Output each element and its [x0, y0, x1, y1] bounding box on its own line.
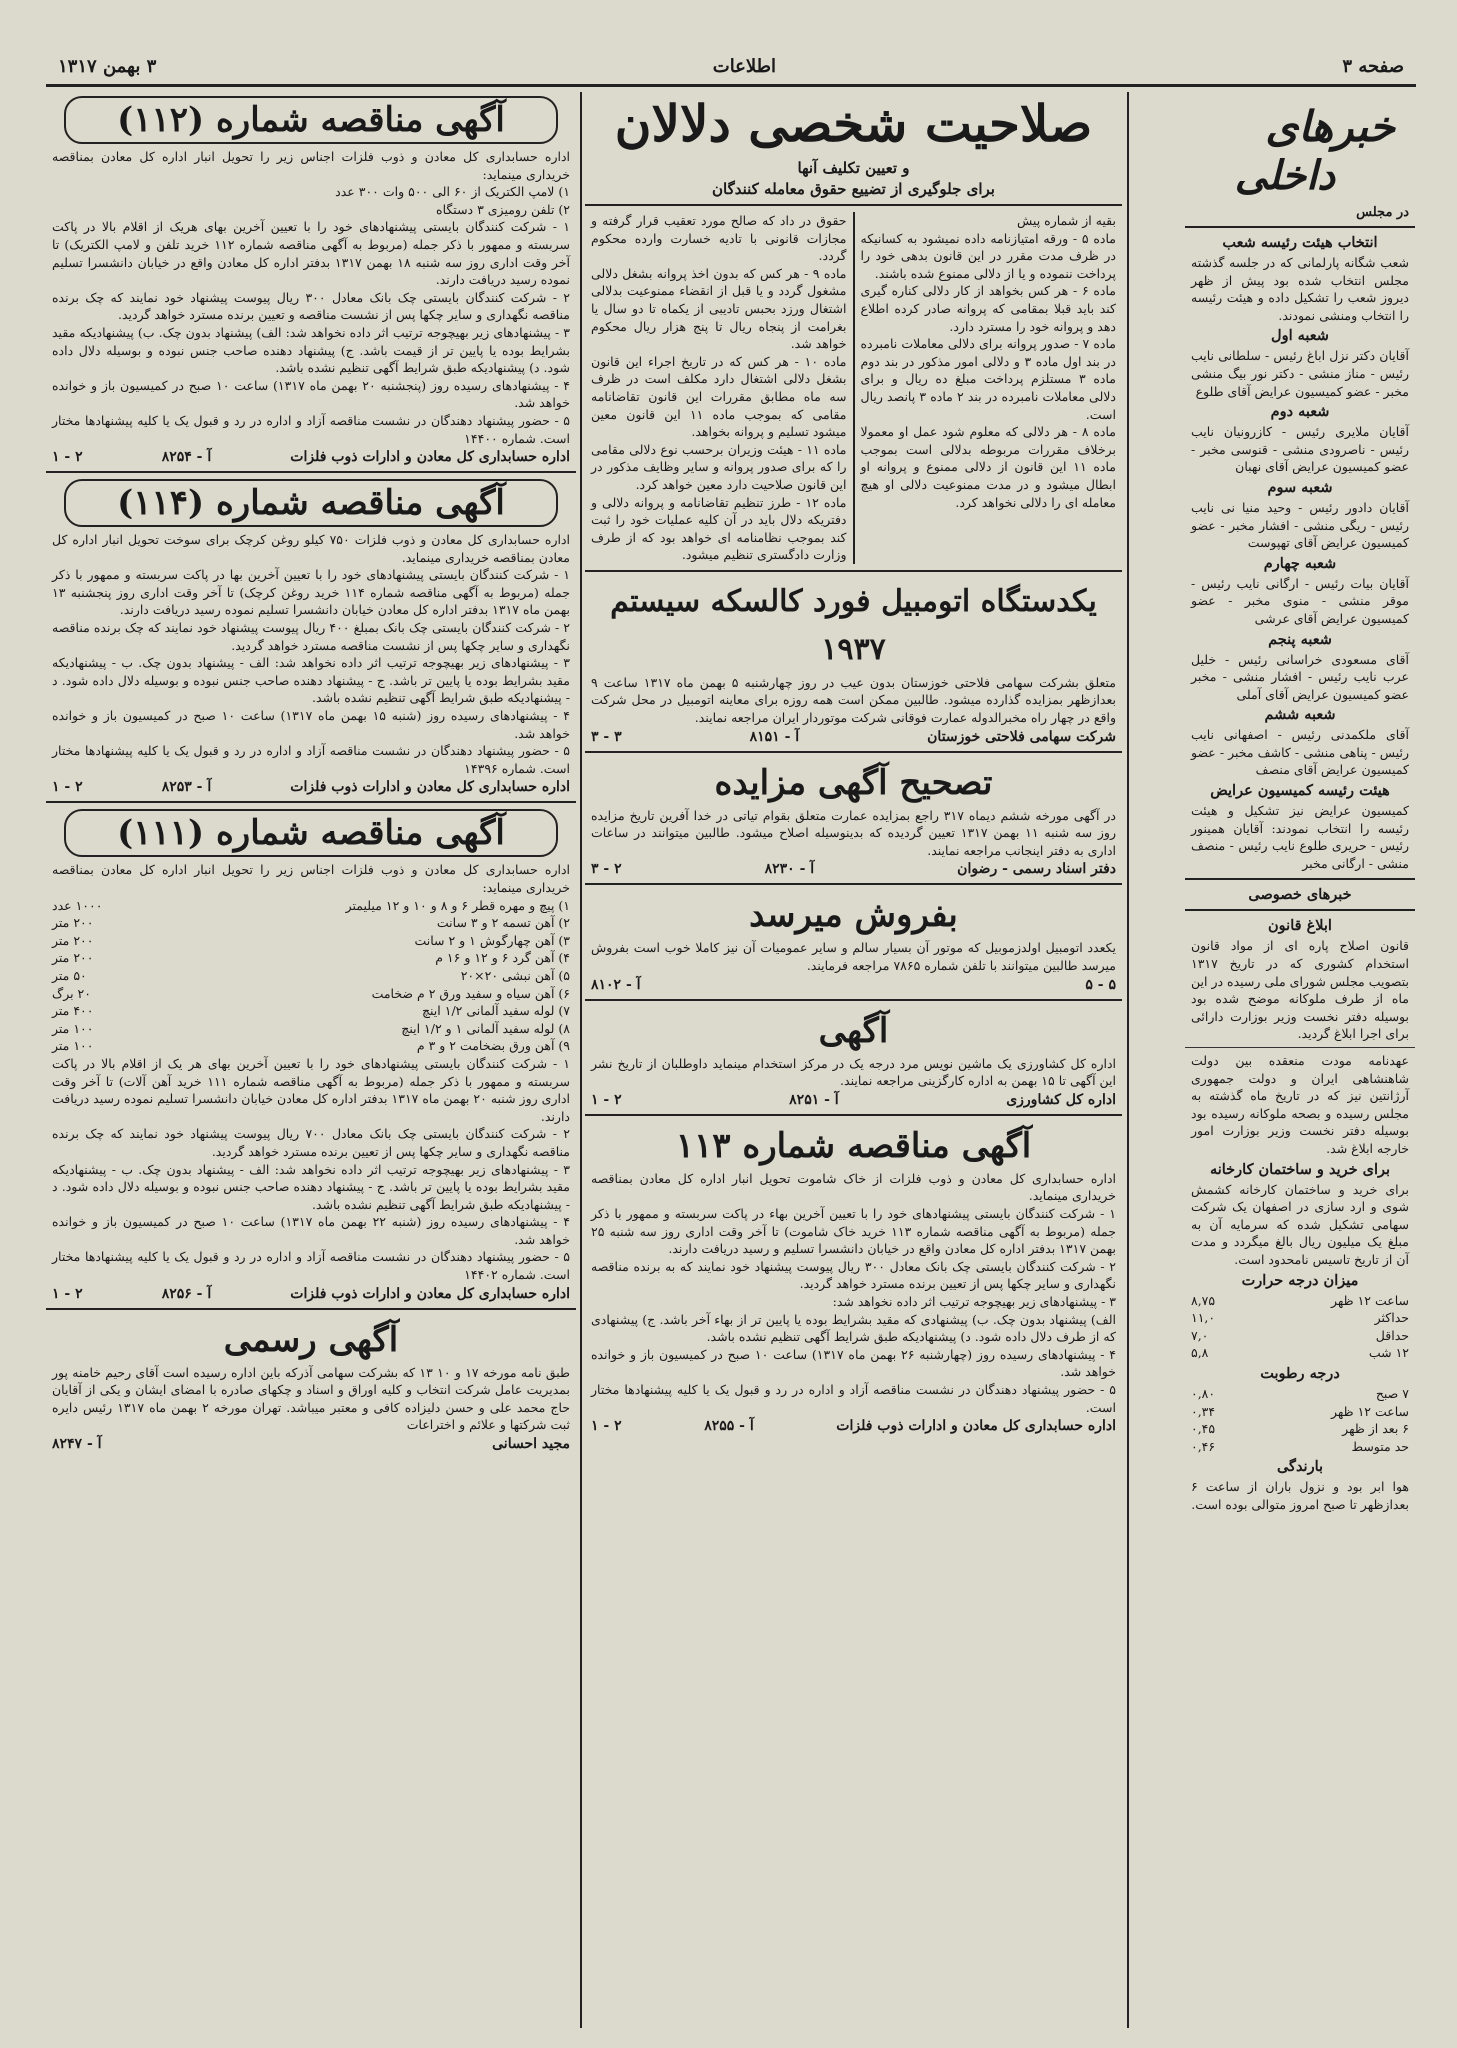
- ad-signature: اداره کل کشاورزی آ - ۸۲۵۱ ۲ - ۱: [591, 1091, 1116, 1108]
- paragraph: ۴ - پیشنهادهای رسیده روز (چهارشنبه ۲۶ بهمن ماه ۱۳۱۷) ساعت ۱۰ صبح در کمیسیون باز و خوانده خواهد شد.: [591, 1346, 1116, 1380]
- branch-heading: شعبه ششم: [1264, 706, 1336, 724]
- paragraph: حقوق در داد که صالح مورد تعقیب قرار گرفته و مجازات قانونی با تادیه خسارت وارده محکوم گردد.: [591, 213, 847, 264]
- table-row: حداقل ۷,۰: [1191, 1327, 1409, 1343]
- paragraph: برای خرید و ساختمان کارخانه کشمش شوی و ارد سازی در اصفهان یک شرکت سهامی تشکیل شده که سرمایه آن به مبلغ یک میلیون ریال بالغ میگردد و مدت آن از تاریخ تاسیس نامحدود است.: [1191, 1181, 1409, 1267]
- paragraph: بقیه از شماره پیش: [1017, 213, 1116, 228]
- section-heading: برای خرید و ساختمان کارخانه: [1209, 1160, 1391, 1178]
- paragraph: ۵ - حضور پیشنهاد دهندگان در نشست مناقصه آزاد و اداره در رد و قبول یک یا کلیه پیشنهادها مختار است. شماره ۱۴۳۹۶: [52, 743, 570, 776]
- paragraph: آقایان دکتر نزل اباغ رئیس - سلطانی نایب رئیس - مناز منشی - دکتر نور بیگ منشی مخبر - عضو کمیسیون عرایض آقای طلوع: [1191, 348, 1409, 399]
- paragraph: آقایان ملایری رئیس - کازرونیان نایب رئیس - ناصرودی منشی - قنوسی مخبر - عضو کمیسیون عرایض آقای نهبان: [1191, 424, 1409, 475]
- article-col-left: [585, 212, 853, 564]
- paragraph: ماده ۷ - صدور پروانه برای دلالی معاملات نامبرده در بند اول ماده ۳ و دلالی امور مذکور در بند دوم ماده ۳ مستلزم پرداخت مبلغ ده ریال و برای دلالی معاملات نامبرده در بند ۲ ماده ۳ پانصد ریال است.: [860, 336, 1116, 422]
- table-row: ۸) لوله سفید آلمانی ۱ و ۱/۲ اینچ ۱۰۰ متر: [52, 1020, 570, 1036]
- article-col-right: [855, 212, 1123, 564]
- page-number: صفحه ۳: [1342, 56, 1404, 77]
- section-heading: ابلاغ قانون: [1268, 917, 1332, 935]
- column-rule: [580, 92, 582, 2028]
- ad-signature: اداره حسابداری کل معادن و ادارات ذوب فلزات آ - ۸۲۵۳ ۲ - ۱: [52, 779, 570, 796]
- correction-ad-title: تصحیح آگهی مزایده: [714, 762, 993, 803]
- table-row: ۵) آهن نبشی ۲۰×۲۰ ۵۰ متر: [52, 967, 570, 983]
- paragraph: ۵ - حضور پیشنهاد دهندگان در نشست مناقصه آزاد و اداره در رد و قبول یک یا کلیه پیشنهادها مختار است. شماره ۱۴۴۰۰: [52, 412, 570, 446]
- paragraph: آقای مسعودی خراسانی رئیس - خلیل عرب نایب رئیس - افشار منشی - مخبر عضو کمیسیون عرایض آقای آملی: [1191, 651, 1409, 702]
- paragraph: ماده ۵ - ورقه امتیازنامه داده نمیشود به کسانیکه در ظرف مدت مقرر در این قانون بدهی خود را پرداخت ننموده و یا از دلالی ممنوع شده باشند.: [860, 230, 1117, 281]
- paragraph: ۱ - شرکت کنندگان بایستی پیشنهادهای خود را با تعیین آخرین بها در پاکت سربسته و ممهور با ذکر جمله (مربوط به آگهی مناقصه شماره ۱۱۴ خرید روغن کرچک) تا آخر وقت اداری روز پنجشنبه ۱۳ بهمن ماه ۱۳۱۷ بدفتر اداره کل معادن خیابان دانشسرا تسلیم نموده رسید دریافت دارند.: [52, 567, 570, 618]
- table-row: ۶ بعد از ظهر ۰,۴۵: [1191, 1421, 1409, 1437]
- issue-date: ۳ بهمن ۱۳۱۷: [58, 56, 157, 77]
- ad-signature: مجید احسانی آ - ۸۲۴۷: [52, 1436, 570, 1453]
- tender-111-body: [46, 1055, 576, 1284]
- ford-ad-body: متعلق بشرکت سهامی فلاحتی خوزستان بدون عیب در روز چهارشنبه ۵ بهمن ماه ۱۳۱۷ ساعت ۹ بعدازظهر بمزایده گذارده میشود. طالبین ممکن است همه روزه برای معاینه اتومبیل در محل شرکت واقع در چهار راه مخبرالدوله عمارت فوقانی شرکت موتوردار ایران مراجعه نمایند.: [591, 674, 1116, 726]
- paragraph: ۳ - پیشنهادهای زیر بهیچوجه ترتیب اثر داده نخواهد شد: الف - پیشنهاد بدون چک. ب - پیشنهادیکه مقید بشرایط بوده یا پایین تر باشد. ج - پیشنهاد دهنده صاحب جنس نبوده و بوسیله دلال داده شود. د - پیشنهادیکه طبق شرایط آگهی تنظیم نشده باشد.: [52, 655, 570, 706]
- for-sale-ad-body: یکعدد اتومبیل اولدزموبیل که موتور آن بسیار سالم و سایر عمومیات آن نیز کاملا خوب است بفروش میرسد طالبین میتوانند با تلفن شماره ۷۸۶۵ مراجعه فرمایند.: [591, 940, 1116, 974]
- section-heading: هیئت رئیسه کمیسیون عرایض: [1210, 782, 1390, 800]
- section-heading: بارندگی: [1276, 1458, 1324, 1476]
- tender-114-title: آگهی مناقصه شماره (۱۱۴): [64, 479, 558, 527]
- domestic-news-column: [1185, 92, 1415, 2028]
- branch-heading: شعبه اول: [1271, 327, 1329, 345]
- paragraph: الف) پیشنهاد بدون چک. ب) پیشنهادی که مقید بشرایط بوده یا پایین تر از بهاء آخر باشد. ج) پیشنهادی که از طرف دلال داده شود. د) پیشنهادیکه طبق شرایط آگهی تنظیم نشده باشد.: [591, 1311, 1116, 1345]
- paragraph: ۲ - شرکت کنندگان بایستی چک بانک بمبلغ ۴۰۰ ریال پیوست پیشنهاد خود نمایند که چک برنده مناقصه نگهداری و سایر چکها پس از نشست مناقصه مسترد خواهد گردید.: [52, 620, 570, 653]
- paragraph: عهدنامه مودت منعقده بین دولت شاهنشاهی ایران و دولت جمهوری آرژانتین نیز که در تاریخ ماه گذشته به مجلس رسیده و بصحه ملوکانه رسیده بود بوسیله دفتر نخست وزیر بوزارت امور خارجه ابلاغ شد.: [1191, 1053, 1409, 1156]
- paragraph: ۵ - حضور پیشنهاد دهندگان در نشست مناقصه آزاد و اداره در رد و قبول یک یا کلیه پیشنهادها مختار است.: [591, 1381, 1116, 1415]
- paragraph: ۱ - شرکت کنندگان بایستی پیشنهادهای خود را با تعیین آخرین بهای هریک از اقلام بالا در پاکت سربسته و ممهور با ذکر جمله (مربوط به آگهی مناقصه شماره ۱۱۲ خرید تلفن و لامپ الکتریک) تا آخر وقت اداری روز سه شنبه ۱۸ بهمن ۱۳۱۷ بدفتر اداره کل معادن واقع در خیابان دانشسرا تسلیم نموده رسید دریافت دارند.: [52, 219, 571, 288]
- paragraph: ۲ - شرکت کنندگان بایستی چک بانک معادل ۷۰۰ ریال پیوست پیشنهاد خود نمایند که چک برنده مناقصه نگهداری و سایر چکها پس از تعیین برنده مسترد خواهد گردید.: [52, 1126, 570, 1159]
- notice-ad-body: اداره کل کشاورزی یک ماشین نویس مرد درجه یک در مرکز استخدام مینماید داوطلبان از تاریخ نشر این آگهی تا ۱۵ بهمن به اداره کارگزینی مراجعه نمایند.: [591, 1055, 1116, 1089]
- table-row: ۱۲ شب ۵,۸: [1191, 1345, 1409, 1361]
- paragraph: ۱) لامپ الکتریک از ۶۰ الی ۵۰۰ وات ۳۰۰ عدد: [335, 184, 570, 200]
- paragraph: ۵ - حضور پیشنهاد دهندگان در نشست مناقصه آزاد و اداره در رد و قبول یک یا کلیه پیشنهادها مختار است. شماره ۱۴۴۰۲: [52, 1249, 570, 1283]
- middle-column: [585, 92, 1122, 2028]
- ad-signature: دفتر اسناد رسمی - رضوان آ - ۸۲۳۰ ۲ - ۳: [591, 861, 1116, 878]
- paragraph: ۴ - پیشنهادهای رسیده روز (شنبه ۲۲ بهمن ماه ۱۳۱۷) ساعت ۱۰ صبح در کمیسیون باز و خوانده خواهد شد.: [52, 1214, 570, 1247]
- paragraph: ماده ۱۲ - طرز تنظیم تقاضانامه و پروانه دلالی و دفتریکه دلال باید در آن کلیه عملیات خود را ثبت کند بموجب نظامنامه ای خواهد بود که از طرف وزارت دادگستری تنظیم میشود.: [591, 494, 847, 563]
- branch-list: [1185, 327, 1415, 779]
- table-row: ۷) لوله سفید آلمانی ۱/۲ اینچ ۴۰۰ متر: [52, 1003, 570, 1019]
- humidity-table: [1185, 1385, 1415, 1455]
- tender-111-items: [46, 897, 576, 1055]
- official-notice-title: آگهی رسمی: [223, 1319, 399, 1360]
- paragraph: آقایان بیات رئیس - ارگانی نایب رئیس - موقر منشی - منوی مخبر - عضو کمیسیون عرایض آقای عرشی: [1191, 575, 1409, 626]
- correction-ad-body: در آگهی مورخه ششم دیماه ۳۱۷ راجع بمزایده عمارت متعلق بقوام تیاتی در خدا آفرین تاریخ مزایده روز سه شنبه ۱۱ بهمن ۱۳۱۷ تعیین گردیده که بدینوسیله اصلاح میشود. طالبین میتوانند در ساعات اداری به دفتر اینجانب مراجعه نمایند.: [591, 807, 1116, 858]
- article-body: [585, 212, 1122, 564]
- notice-ad-title: آگهی: [818, 1010, 889, 1051]
- column-rule: [1127, 92, 1129, 2028]
- majles-label: در مجلس: [1356, 205, 1409, 220]
- paragraph: ماده ۹ - هر کس که بدون اخذ پروانه بشغل دلالی مشغول گردد و یا قبل از انقضاء ممنوعیت بدلالی اشتغال ورزد بحبس تادیبی از یکماه تا دو سال یا بغرامت از پنجاه ریال تا پنج هزار ریال محکوم خواهد شد.: [591, 265, 847, 352]
- paragraph: هوا ابر بود و نزول باران از ساعت ۶ بعدازظهر تا صبح امروز متوالی بوده است.: [1191, 1479, 1409, 1512]
- article-headline: صلاحیت شخصی دلالان: [614, 94, 1093, 153]
- official-notice-body: طبق نامه مورخه ۱۷ و ۱۰ ۱۳ که بشرکت سهامی آذرکه باین اداره رسیده است آقای رحیم خامنه پور بمدیریت عامل شرکت انتخاب و کلیه اوراق و اسناد و چکهای صادره با امضای ایشان و یکی از آقایان حاج محمد علی و حسن دلیزاده کافی و معتبر میباشد. تهران مورخه ۲ بهمن ماه ۱۳۱۷ رئیس دایره ثبت شرکتها و علائم و اختراعات: [52, 1364, 570, 1433]
- ad-signature: اداره حسابداری کل معادن و ادارات ذوب فلزات آ - ۸۲۵۵ ۲ - ۱: [591, 1418, 1116, 1435]
- temperature-table: [1185, 1292, 1415, 1362]
- tender-114-body: [46, 531, 576, 777]
- paragraph: ۴ - پیشنهادهای رسیده روز (شنبه ۱۵ بهمن ماه ۱۳۱۷) ساعت ۱۰ صبح در کمیسیون باز و خوانده خواهد شد.: [52, 708, 570, 741]
- table-row: ۲) آهن تسمه ۲ و ۳ سانت ۲۰۰ متر: [52, 915, 570, 931]
- paragraph: ۱ - شرکت کنندگان بایستی پیشنهادهای خود را با تعیین آخرین بهاء در پاکت سربسته و ممهور با ذکر جمله (مربوط به آگهی مناقصه شماره ۱۱۳ خرید خاک شاموت) تا آخر وقت اداری روز سه شنبه ۲۵ بهمن ۱۳۱۷ بدفتر اداره کل معادن واقع در خیابان دانشسرا تسلیم و رسید دریافت دارند.: [591, 1206, 1116, 1257]
- table-row: ۱) پیچ و مهره قطر ۶ و ۸ و ۱۰ و ۱۲ میلیمتر ۱۰۰۰ عدد: [52, 897, 570, 913]
- table-row: ۷ صبح ۰,۸۰: [1191, 1385, 1409, 1401]
- table-row: حد متوسط ۰,۴۶: [1191, 1438, 1409, 1454]
- table-row: ۴) آهن گرد ۶ و ۱۲ و ۱۶ م ۲۰۰ متر: [52, 950, 570, 966]
- section-heading: میزان درجه حرارت: [1241, 1271, 1359, 1289]
- table-row: ۹) آهن ورق بضخامت ۲ و ۳ م ۱۰۰ متر: [52, 1038, 570, 1054]
- table-row: ۳) آهن چهارگوش ۱ و ۲ سانت ۲۰۰ متر: [52, 932, 570, 948]
- newspaper-name: اطلاعات: [712, 56, 776, 77]
- section-heading: خبرهای خصوصی: [1248, 886, 1352, 904]
- paragraph: ۲) تلفن رومیزی ۳ دستگاه: [436, 201, 570, 217]
- table-row: حداکثر ۱۱,۰: [1191, 1310, 1409, 1326]
- paragraph: قانون اصلاح پاره ای از مواد قانون استخدام کشوری که در تاریخ ۱۳۱۷ بتصویب مجلس شورای ملی رسیده در این ماه از طرف ملوکانه موضح شده بود بوسیله دفتر نخست وزیر بوزارت دارائی برای اجرا ابلاغ گردید.: [1191, 938, 1409, 1042]
- paragraph: ۱ - شرکت کنندگان بایستی پیشنهادهای خود را با تعیین آخرین بهای هر یک از اقلام بالا در پاکت سربسته و ممهور با ذکر جمله (مربوط به آگهی مناقصه شماره ۱۱۱ خرید آهن آلات) تا آخر وقت اداری روز شنبه ۲۰ بهمن ماه ۱۳۱۷ بدفتر اداره کل معادن خیابان دانشسرا تسلیم نموده رسید دریافت دارند.: [52, 1055, 570, 1124]
- paragraph: ماده ۱۰ - هر کس که در تاریخ اجراء این قانون بشغل دلالی اشتغال دارد مکلف است در ظرف سه ماه مطابق مقررات این قانون تقاضانامه مقامی که بموجب ماده ۱۱ این قانون معین میشود تسلیم و پروانه بخواهد.: [591, 353, 847, 440]
- paragraph: اداره حسابداری کل معادن و ذوب فلزات اجناس زیر را تحویل انبار اداره کل معادن بمناقصه خریداری مینماید:: [52, 862, 570, 895]
- paragraph: ماده ۸ - هر دلالی که معلوم شود عمل او معمولا برخلاف مقررات مربوطه بدلالی است بموجب ماده ۱۱ این قانون از دلالی ممنوع و پروانه او ابطال میشود و در مدت ممنوعیت دلالی او هیچ معامله ای را دلالی نخواهد کرد.: [860, 424, 1117, 510]
- paragraph: اداره حسابداری کل معادن و ذوب فلزات اجناس زیر را تحویل انبار اداره کل معادن بمناقصه خریداری مینماید:: [52, 149, 570, 182]
- section-heading: انتخاب هیئت رئیسه شعب: [1222, 234, 1378, 251]
- paragraph: شعب شگانه پارلمانی که در جلسه گذشته مجلس انتخاب شده بود پیش از ظهر دیروز شعب را تشکیل داده و هیئت رئیسه را انتخاب ومنشی نمودند.: [1191, 255, 1409, 323]
- tender-113-title: آگهی مناقصه شماره ۱۱۳: [675, 1125, 1032, 1166]
- table-row: ساعت ۱۲ ظهر ۸,۷۵: [1191, 1292, 1409, 1308]
- tender-112-title: آگهی مناقصه شماره (۱۱۲): [64, 96, 558, 144]
- paragraph: ۴ - پیشنهادهای رسیده روز (پنجشنبه ۲۰ بهمن ماه ۱۳۱۷) ساعت ۱۰ صبح در کمیسیون باز و خوانده خواهد شد.: [52, 377, 571, 411]
- table-row: ساعت ۱۲ ظهر ۰,۳۴: [1191, 1403, 1409, 1419]
- ad-signature: شرکت سهامی فلاحتی خوزستان آ - ۸۱۵۱ ۳ - ۳: [591, 728, 1116, 745]
- table-row: ۶) آهن سیاه و سفید ورق ۲ م ضخامت ۲۰ برگ: [52, 985, 570, 1001]
- paragraph: ۳ - پیشنهادهای زیر بهیچوجه ترتیب اثر داده نخواهد شد: الف - پیشنهاد بدون چک. ب - پیشنهادیکه مقید بشرایط بوده یا پایین تر باشد. ج - پیشنهاد دهنده صاحب جنس نبوده و بوسیله دلال داده شود. د - پیشنهادیکه طبق شرایط آگهی تنظیم نشده باشد.: [52, 1161, 570, 1212]
- ad-signature: ۵ - ۵ آ - ۸۱۰۲: [591, 976, 1116, 993]
- tenders-column: [46, 92, 576, 2028]
- paragraph: ۳ - پیشنهادهای زیر بهیچوجه ترتیب اثر داده نخواهد شد:: [832, 1293, 1116, 1309]
- page-header: [46, 50, 1416, 87]
- branch-heading: شعبه سوم: [1267, 478, 1333, 496]
- section-heading: درجه رطوبت: [1260, 1364, 1340, 1382]
- paragraph: ماده ۱۱ - هیئت وزیران برحسب نوع دلالی مقامی را که برای صدور پروانه و سایر وظایف مذکور در این قانون صلاحیت دارد معین خواهد کرد.: [591, 441, 847, 492]
- paragraph: اداره حسابداری کل معادن و ذوب فلزات ۷۵۰ کیلو روغن کرچک برای سوخت تحویل انبار اداره کل معادن بمناقصه خریداری مینماید.: [52, 532, 570, 565]
- paragraph: ۲ - شرکت کنندگان بایستی چک بانک معادل ۳۰۰ ریال پیوست پیشنهاد خود نمایند که چک برنده مناقصه نگهداری و سایر چکها پس از نشست مناقصه و تعیین برنده مسترد خواهد گردید.: [52, 289, 570, 323]
- paragraph: اداره حسابداری کل معادن و ذوب فلزات از خاک شاموت تحویل انبار اداره کل معادن بمناقصه خریداری مینماید.: [591, 1170, 1116, 1204]
- ad-signature: اداره حسابداری کل معادن و ادارات ذوب فلزات آ - ۸۲۵۶ ۲ - ۱: [52, 1285, 570, 1302]
- paragraph: ماده ۶ - هر کس بخواهد از کار دلالی کناره گیری کند باید قبلا بمقامی که پروانه صادر کرده اطلاع دهد و پروانه خود را مسترد دارد.: [860, 283, 1116, 334]
- paragraph: کمیسیون عرایض نیز تشکیل و هیئت رئیسه را انتخاب نمودند: آقایان همینور رئیس - حریری طلوع نایب رئیس - منصف منشی - ارگانی مخبر: [1191, 803, 1409, 871]
- paragraph: ۳ - پیشنهادهای زیر بهیچوجه ترتیب اثر داده نخواهد شد: الف) پیشنهاد بدون چک. ب) پیشنهادیکه مقید بشرایط بوده یا پایین تر از قیمت باشد. ج) پیشنهاد دهنده صاحب جنس نبوده و بوسیله دلال داده شود. د) پیشنهادیکه طبق شرایط آگهی تنظیم نشده باشد.: [52, 324, 570, 376]
- article-subheading: و تعیین تکلیف آنها: [797, 159, 910, 177]
- for-sale-ad-title: بفروش میرسد: [749, 895, 958, 936]
- paragraph: ۲ - شرکت کنندگان بایستی چک بانک معادل ۳۰۰ ریال پیوست پیشنهاد خود نمایند که به برنده مناقصه نگهداری و سایر چکها پس از تعیین برنده مسترد خواهد گردید.: [591, 1258, 1116, 1292]
- branch-heading: شعبه چهارم: [1263, 554, 1337, 572]
- tender-113-body: [585, 1170, 1122, 1416]
- domestic-news-banner: خبرهای داخلی: [1234, 102, 1395, 199]
- article-subheading: برای جلوگیری از تضییع حقوق معامله کنندگان: [712, 180, 995, 198]
- ford-ad-title: یکدستگاه اتومبیل فورد کالسکه سیستم ۱۹۳۷: [610, 583, 1097, 667]
- ad-signature: اداره حسابداری کل معادن و ادارات ذوب فلزات آ - ۸۲۵۴ ۲ - ۱: [52, 449, 570, 466]
- tender-112-body: [46, 148, 576, 447]
- paragraph: آقای ملکمدنی رئیس - اصفهانی نایب رئیس - پناهی منشی - کاشف مخبر - عضو کمیسیون عرایض آقای منصف: [1191, 727, 1409, 778]
- tender-111-title: آگهی مناقصه شماره (۱۱۱): [64, 809, 558, 857]
- paragraph: آقایان دادور رئیس - وحید منیا نی نایب رئیس - ریگی منشی - افشار مخبر - عضو کمیسیون عرایض آقای تهپوست: [1191, 499, 1409, 551]
- branch-heading: شعبه دوم: [1270, 403, 1330, 421]
- branch-heading: شعبه پنجم: [1268, 630, 1332, 648]
